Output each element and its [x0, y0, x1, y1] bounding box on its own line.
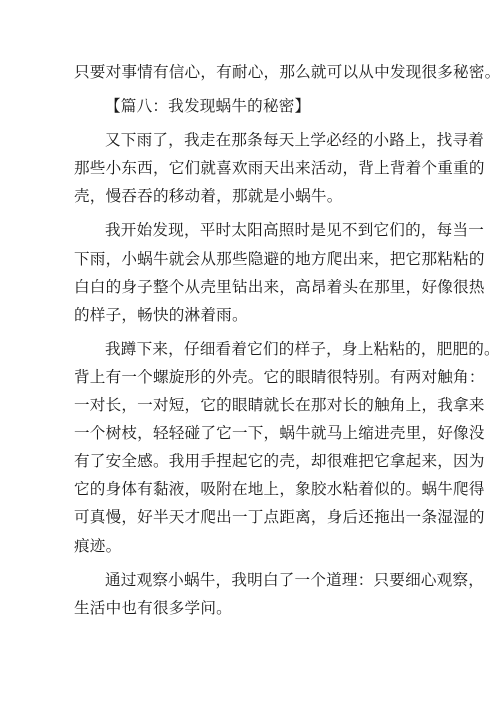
paragraph-line: 一个树枝，轻轻碰了它一下，蜗牛就马上缩进壳里，好像没: [74, 424, 485, 443]
paragraph-4: [74, 566, 485, 622]
paragraph-line: 有了安全感。我用手捏起它的壳，却很难把它拿起来，因为: [74, 452, 485, 471]
paragraph-line: 通过观察小蜗牛，我明白了一个道理：只要细心观察，: [105, 570, 485, 589]
section-heading: 【篇八：我发现蜗牛的秘密】: [105, 97, 311, 116]
paragraph-line: 我蹲下来，仔细看着它们的样子，身上粘粘的，肥肥的。: [105, 339, 500, 358]
paragraph-line: 的样子，畅快的淋着雨。: [74, 305, 248, 324]
paragraph-line: 又下雨了，我走在那条每天上学必经的小路上，找寻着: [105, 131, 485, 150]
paragraph-line: 白白的身子整个从壳里钻出来，高昂着头在那里，好像很热: [74, 277, 485, 296]
paragraph-3: [74, 335, 500, 560]
opening-line: 只要对事情有信心，有耐心，那么就可以从中发现很多秘密。: [74, 63, 500, 81]
paragraph-line: 可真慢，好半天才爬出一丁点距离，身后还拖出一条湿湿的: [74, 508, 485, 527]
paragraph-line: 生活中也有很多学问。: [74, 598, 232, 617]
paragraph-1: [74, 126, 485, 210]
document-page: [74, 58, 500, 622]
paragraph-line: 壳，慢吞吞的移动着，那就是小蜗牛。: [74, 187, 343, 206]
paragraph-line: 它的身体有黏液，吸附在地上，象胶水粘着似的。蜗牛爬得: [74, 480, 485, 499]
paragraph-line: 痕迹。: [74, 536, 122, 555]
paragraph-line: 下雨，小蜗牛就会从那些隐避的地方爬出来，把它那粘粘的: [74, 249, 485, 268]
paragraph-line: 那些小东西，它们就喜欢雨天出来活动，背上背着个重重的: [74, 159, 485, 178]
paragraph-2: [74, 216, 485, 328]
paragraph-line: 一对长，一对短，它的眼睛就长在那对长的触角上，我拿来: [74, 396, 485, 415]
paragraph-line: 背上有一个螺旋形的外壳。它的眼睛很特别。有两对触角：: [74, 367, 485, 386]
paragraph-line: 我开始发现，平时太阳高照时是见不到它们的，每当一: [105, 221, 485, 240]
